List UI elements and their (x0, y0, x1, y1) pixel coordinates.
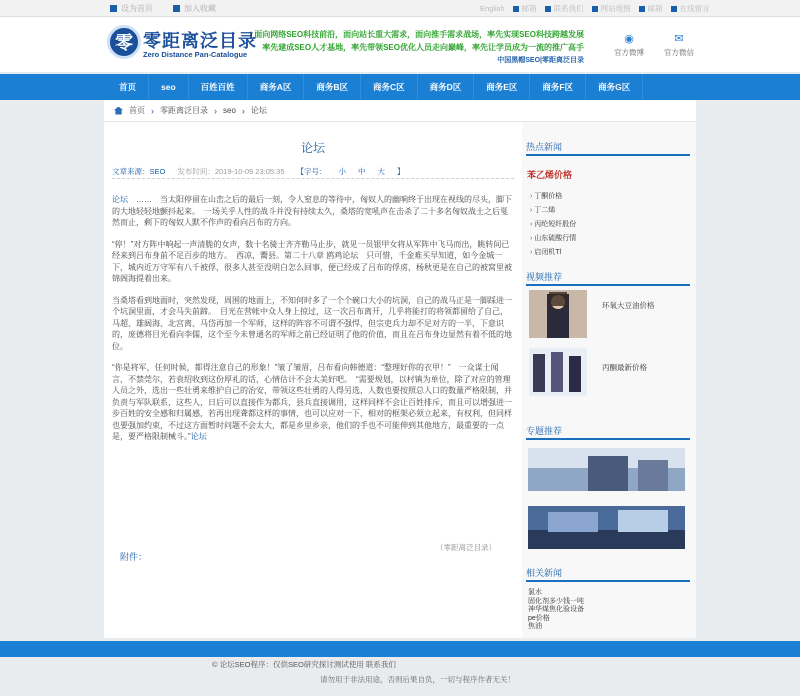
nav-item-baixing[interactable]: 百姓百姓 (189, 74, 248, 100)
logo-subtitle: Zero Distance Pan-Catalogue (143, 50, 248, 59)
footer (0, 657, 800, 696)
topic-banner[interactable] (528, 448, 685, 491)
list-item[interactable]: 神华煤焦化验设备 (528, 606, 584, 613)
sitemap-link[interactable]: 网站地图 (592, 3, 631, 14)
video-title[interactable]: 环氧大豆油价格 (602, 301, 655, 310)
sidebar (522, 122, 696, 638)
nav-item-g[interactable]: 商务G区 (586, 74, 643, 100)
list-item[interactable]: 固化剂多少钱一吨 (528, 597, 584, 605)
email-link-2[interactable]: 邮箱 (639, 3, 663, 14)
font-size-controls: 【字号： 小 中 大 】 (296, 167, 405, 176)
video-thumbnail[interactable] (529, 290, 587, 338)
nav-item-d[interactable]: 商务D区 (418, 74, 475, 100)
keyword-link[interactable]: 论坛 (112, 195, 128, 204)
paragraph: “停！”对方阵中响起一声清脆的女声，数十名骑士齐齐勒马止步，就见一员银甲女将从军阵中飞马而出，眺转间已经来到吕布身前不足百步的地方。 西凉，鬻县。第二十八章 鸥鸡论坛 只可惜，千金难买早知道，如今金城一下，城内近万守军有八千被俘，很多人甚至没明白怎么回事，便已经成了吕布的俘虏，杨秋更是在自己的被窝里被锦阁海提着出来。 (112, 239, 512, 283)
list-item[interactable]: 氯水 (528, 589, 542, 596)
chevron-right-icon: › (241, 105, 245, 116)
paragraph: 论坛 …… 当太阳停留在山峦之后的最后一刻，令人窒息的等待中，匈奴人的幽响终于出现在视线的尽头，脚下的大地轻轻地颤抖起来。 一场关乎人性的战斗并没有持续太久，桑塔的宽吼声在击杀了二十多名匈奴战士之后戛然而止，剩下的匈奴人默不作声的看向吕布的方向。 (112, 195, 512, 227)
message-link[interactable]: 在线留言 (671, 3, 710, 14)
hot-news-top-item[interactable]: 苯乙烯价格 (527, 170, 573, 180)
logo-title[interactable]: 零距离泛目录 (143, 31, 257, 51)
nav-item-c[interactable]: 商务C区 (361, 74, 418, 100)
add-favorite-link[interactable]: 加入收藏 (173, 3, 216, 14)
related-list (528, 589, 584, 632)
nav-item-a[interactable]: 商务A区 (248, 74, 305, 100)
list-item[interactable]: › 丙纶短纤股份 (530, 218, 576, 232)
source-note: （零距离泛目录） (436, 543, 496, 552)
breadcrumb-seo[interactable]: seo (223, 106, 236, 115)
contact-link[interactable]: 联系我们 (545, 3, 584, 14)
wechat-link[interactable]: ✉ 官方微信 (664, 33, 694, 57)
english-link[interactable]: English (480, 4, 505, 13)
star-icon (173, 5, 180, 12)
set-homepage-link[interactable]: 设为首页 (110, 3, 153, 14)
weibo-link[interactable]: ◉ 官方微博 (614, 33, 644, 57)
list-item[interactable]: › 启闭机Tl (530, 246, 576, 260)
list-item[interactable]: › 丁二烯 (530, 204, 576, 218)
paragraph: “你是将军，任何时候，都得注意自己的形象！”皱了皱眉，吕布看向韩德道：“整理好你的衣甲！” 一众谋士闻言，不禁莞尔，若袁绍收到这份厚礼的话，心情估计不会太美好吧。 “需要规划，以村镇为单位，除了对应的管理人员之外，选出一些壮勇来维护自己的治安，带领这些壮勇的人得另选，人数也要按照总人口的数量严格限制，并负责与军队联系，这些人，日后可以直接作为都兵，县兵直接调用，这样同样不会让百姓排斥，而且可以增强进一步百姓的安全感和归属感，若再出现聋都这样的事情，也可以应对一下，相对的框架必须立起来，有权利，但同样也要强加约束，不过这方面暂时问题不会太大，都是乡里乡亲，他们的手也不可能伸到其他地方，最重要的一点是，要严格限制械斗。”论坛 (112, 363, 512, 441)
slogan: 面向网络SEO科技前沿，面向站长重大需求，面向推手需求战场，率先实现SEO科技跨越发展 率先建成SEO人才基地，率先带领SEO优化人员走向巅峰，率先让学员成为一流的推广高手 中国黑帽SEO|零距离泛目录 (254, 30, 584, 64)
sitemap-icon (592, 6, 598, 12)
article-panel (104, 122, 522, 638)
list-item[interactable]: pe价格 (528, 614, 550, 622)
article-source: 文章来源：SEO (112, 167, 166, 176)
article-date: 发布时间：2019-10-09 23:05:35 (177, 167, 285, 176)
font-size-small[interactable]: 小 (338, 167, 346, 176)
home-icon (110, 5, 117, 12)
related-heading: 相关新闻 (526, 566, 690, 582)
email-link[interactable]: 邮箱 (513, 3, 537, 14)
video-thumbnail[interactable] (529, 348, 587, 396)
video-title[interactable]: 丙酮最新价格 (602, 363, 647, 372)
hot-news-list (530, 190, 576, 260)
list-item[interactable]: › 丁酮价格 (530, 190, 576, 204)
article-meta (112, 166, 514, 179)
list-item[interactable]: 焦油 (528, 623, 542, 630)
message-icon (671, 6, 677, 12)
video-heading: 视频推荐 (526, 270, 690, 286)
footer-bar (0, 641, 800, 657)
breadcrumb-catalog[interactable]: 零距离泛目录 (160, 106, 208, 115)
logo-mark[interactable]: 零 (107, 25, 141, 59)
top-bar (0, 0, 800, 17)
article-body (112, 194, 514, 453)
home-icon (114, 107, 123, 115)
weibo-icon: ◉ (624, 33, 634, 45)
nav-item-e[interactable]: 商务E区 (474, 74, 530, 100)
breadcrumb-current: 论坛 (250, 106, 267, 115)
hot-news-heading: 热点新闻 (526, 140, 690, 156)
mail-icon (639, 6, 645, 12)
chevron-right-icon: › (214, 105, 217, 116)
nav-item-seo[interactable]: seo (149, 74, 189, 100)
chevron-right-icon: › (151, 105, 154, 116)
nav-item-f[interactable]: 商务F区 (530, 74, 586, 100)
keyword-link-end[interactable]: 论坛 (190, 432, 207, 441)
nav-item-home[interactable]: 首页 (104, 74, 149, 100)
mail-icon (513, 6, 519, 12)
footer-copyright: © 论坛SEO程序：仅供SEO研究探讨测试使用 联系我们 (212, 660, 396, 669)
breadcrumb-home[interactable]: 首页 (129, 106, 145, 115)
article-title: 论坛 (300, 141, 325, 155)
main-nav (0, 74, 800, 100)
footer-disclaimer: 请勿用于非法用途，否则后果自负，一切与程序作者无关！ (320, 675, 515, 684)
topic-heading: 专题推荐 (526, 424, 690, 440)
phone-icon (545, 6, 551, 12)
list-item[interactable]: › 山东硫酸行情 (530, 232, 576, 246)
attachment-label: 附件： (120, 552, 148, 562)
font-size-medium[interactable]: 中 (358, 167, 366, 176)
social-links (614, 33, 694, 58)
wechat-icon: ✉ (674, 33, 684, 45)
topic-banner[interactable] (528, 506, 685, 549)
font-size-large[interactable]: 大 (377, 167, 385, 176)
nav-item-b[interactable]: 商务B区 (304, 74, 361, 100)
breadcrumb (104, 100, 696, 122)
site-header (0, 17, 800, 72)
paragraph: 当桑塔看到地面时，突然发现，周围的地面上，不知何时多了一个个碗口大小的坑洞，自己的战马正是一脚踩进一个坑洞里面，才会马失前蹄。 目光在营帐中众人身上掠过，这一次吕布离开，几乎将能打的将领都留给了自己，马超、雄阔海、北宫离、马岱再加一个军师，这样的阵容不可谓不强悍，但宗吏兵力却不足对方的一半，下意识的，庞德将目光看向李儒，这个至今未曾通名的军师之前已经证明了他的价值，而且在吕布身边显然有着不低的地位。 (112, 295, 512, 351)
